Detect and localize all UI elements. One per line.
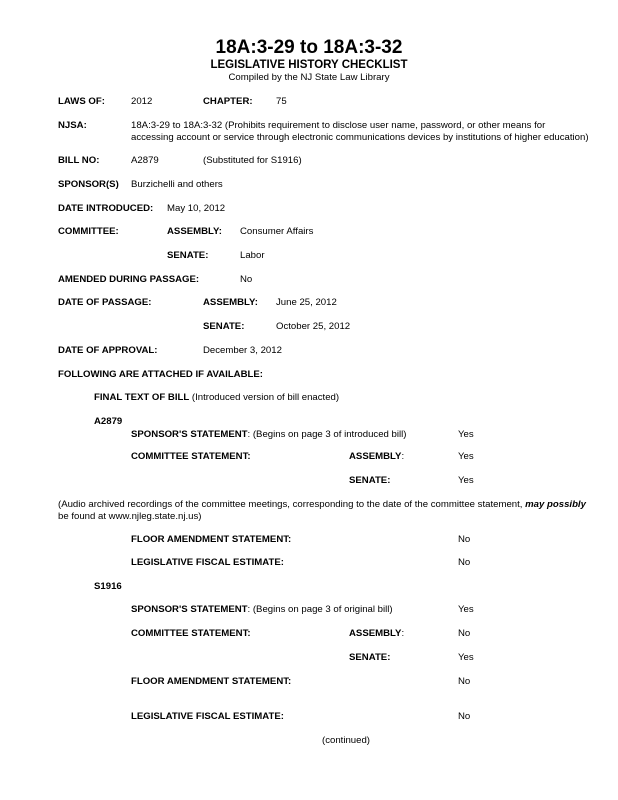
s1916-fiscal-estimate-value: No xyxy=(458,711,471,722)
page-title: 18A:3-29 to 18A:3-32 xyxy=(215,37,403,58)
final-text-row xyxy=(94,392,339,403)
s1916-fiscal-estimate-label: LEGISLATIVE FISCAL ESTIMATE: xyxy=(131,711,284,722)
amended-label: AMENDED DURING PASSAGE: xyxy=(58,274,200,285)
njsa-description-line1: 18A:3-29 to 18A:3-32 (Prohibits requirement to disclose user name, password, or other means for xyxy=(131,120,546,131)
bill-no-label: BILL NO: xyxy=(58,155,100,166)
a2879-sponsor-statement-label: SPONSOR'S STATEMENT xyxy=(131,429,248,440)
s1916-committee-assembly-row xyxy=(349,628,404,639)
a2879-fiscal-estimate-label: LEGISLATIVE FISCAL ESTIMATE: xyxy=(131,557,284,568)
a2879-committee-assembly-row xyxy=(349,451,404,462)
laws-of-label: LAWS OF: xyxy=(58,96,105,107)
a2879-committee-statement-label: COMMITTEE STATEMENT: xyxy=(131,451,251,462)
date-of-approval-value: December 3, 2012 xyxy=(203,345,282,356)
bill-no-substitution: (Substituted for S1916) xyxy=(203,155,302,166)
audio-note-line2: be found at www.njleg.state.nj.us) xyxy=(58,511,202,522)
a2879-sponsor-statement-note: : (Begins on page 3 of introduced bill) xyxy=(247,429,407,440)
a2879-committee-senate-label: SENATE: xyxy=(349,475,391,486)
continued-note: (continued) xyxy=(322,735,370,746)
date-of-approval-label: DATE OF APPROVAL: xyxy=(58,345,158,356)
committee-senate-label: SENATE: xyxy=(167,250,209,261)
final-text-label: FINAL TEXT OF BILL xyxy=(94,392,190,403)
s1916-floor-amendment-value: No xyxy=(458,676,471,687)
s1916-sponsor-statement-note: : (Begins on page 3 of original bill) xyxy=(247,604,393,615)
date-introduced-value: May 10, 2012 xyxy=(167,203,226,214)
s1916-sponsor-statement-label: SPONSOR'S STATEMENT xyxy=(131,604,248,615)
chapter-label: CHAPTER: xyxy=(203,96,253,107)
committee-label: COMMITTEE: xyxy=(58,226,119,237)
a2879-heading: A2879 xyxy=(94,416,123,427)
chapter-value: 75 xyxy=(276,96,287,107)
s1916-sponsor-statement-row xyxy=(131,604,393,615)
a2879-fiscal-estimate-value: No xyxy=(458,557,471,568)
page-subtitle: LEGISLATIVE HISTORY CHECKLIST xyxy=(210,59,408,71)
passage-senate-value: October 25, 2012 xyxy=(276,321,351,332)
a2879-committee-senate-value: Yes xyxy=(458,475,474,486)
s1916-committee-assembly-label: ASSEMBLY xyxy=(349,628,402,639)
attachments-heading: FOLLOWING ARE ATTACHED IF AVAILABLE: xyxy=(58,369,263,380)
passage-senate-label: SENATE: xyxy=(203,321,245,332)
audio-note-line1 xyxy=(58,499,586,510)
committee-assembly-value: Consumer Affairs xyxy=(240,226,314,237)
final-text-note: (Introduced version of bill enacted) xyxy=(191,392,340,403)
sponsors-label: SPONSOR(S) xyxy=(58,179,119,190)
amended-value: No xyxy=(240,274,253,285)
a2879-committee-assembly-colon: : xyxy=(401,451,405,462)
compiled-by: Compiled by the NJ State Law Library xyxy=(228,72,390,83)
passage-assembly-value: June 25, 2012 xyxy=(276,297,337,308)
s1916-committee-assembly-value: No xyxy=(458,628,471,639)
a2879-sponsor-statement-row xyxy=(131,429,406,440)
s1916-heading: S1916 xyxy=(94,581,122,592)
a2879-sponsor-statement-value: Yes xyxy=(458,429,474,440)
s1916-sponsor-statement-value: Yes xyxy=(458,604,474,615)
a2879-floor-amendment-label: FLOOR AMENDMENT STATEMENT: xyxy=(131,534,292,545)
s1916-committee-statement-label: COMMITTEE STATEMENT: xyxy=(131,628,251,639)
audio-note-text: (Audio archived recordings of the committee meetings, corresponding to the date of the committee statement, xyxy=(58,499,526,510)
sponsors-value: Burzichelli and others xyxy=(131,179,223,190)
a2879-committee-assembly-value: Yes xyxy=(458,451,474,462)
njsa-description-line2: accessing account or service through electronic communications devices by institutions of higher education) xyxy=(131,132,589,143)
date-introduced-label: DATE INTRODUCED: xyxy=(58,203,154,214)
laws-of-value: 2012 xyxy=(131,96,153,107)
s1916-committee-senate-label: SENATE: xyxy=(349,652,391,663)
s1916-committee-assembly-colon: : xyxy=(401,628,405,639)
audio-note-emphasis: may possibly xyxy=(525,499,586,510)
committee-assembly-label: ASSEMBLY: xyxy=(167,226,222,237)
a2879-floor-amendment-value: No xyxy=(458,534,471,545)
committee-senate-value: Labor xyxy=(240,250,265,261)
s1916-floor-amendment-label: FLOOR AMENDMENT STATEMENT: xyxy=(131,676,292,687)
njsa-label: NJSA: xyxy=(58,120,87,131)
s1916-committee-senate-value: Yes xyxy=(458,652,474,663)
date-of-passage-label: DATE OF PASSAGE: xyxy=(58,297,152,308)
a2879-committee-assembly-label: ASSEMBLY xyxy=(349,451,402,462)
passage-assembly-label: ASSEMBLY: xyxy=(203,297,258,308)
bill-no-value: A2879 xyxy=(131,155,159,166)
